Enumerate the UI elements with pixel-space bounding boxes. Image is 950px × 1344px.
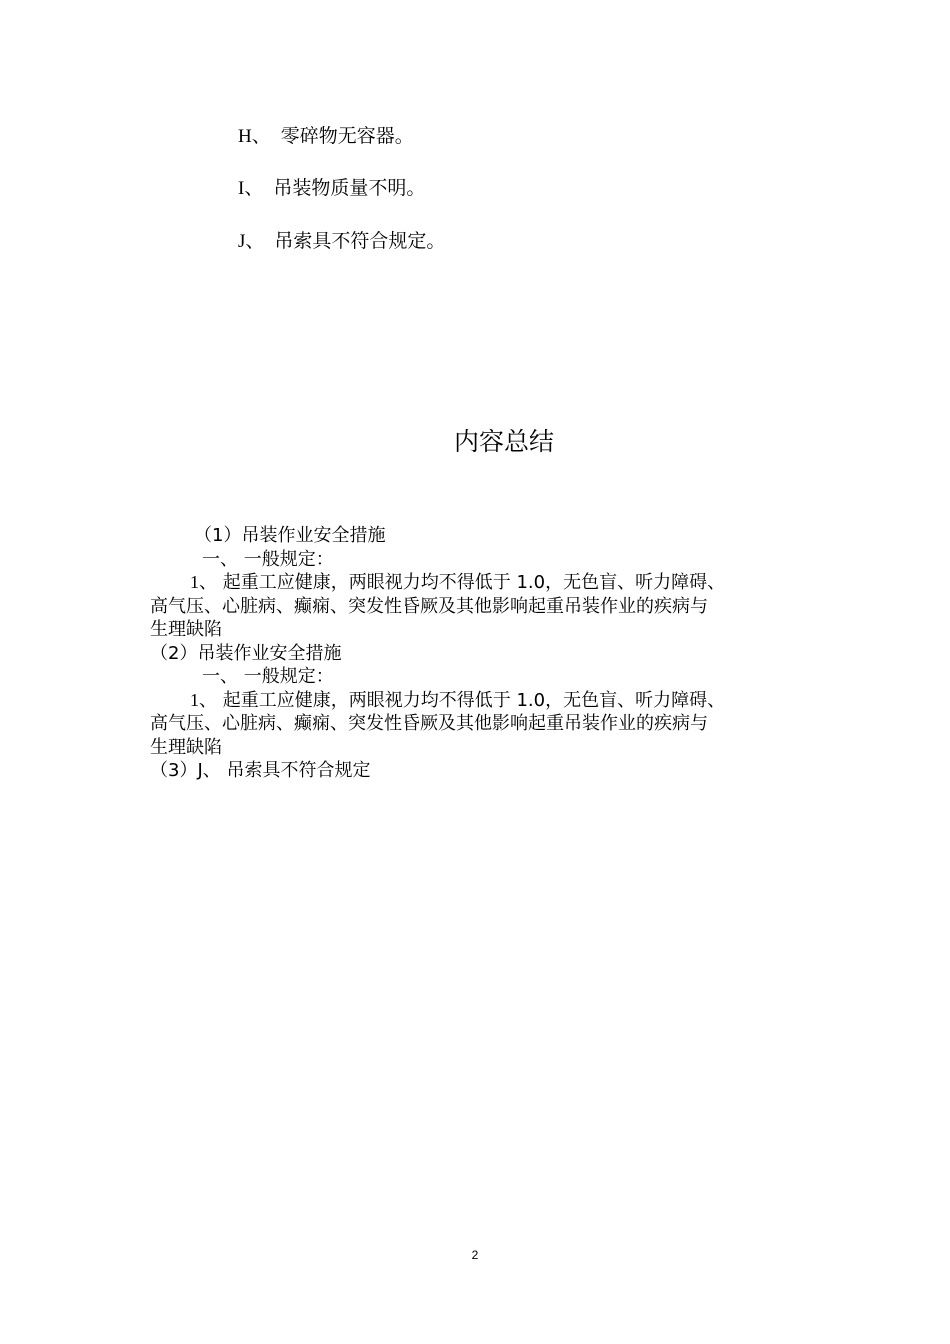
page-number: 2 <box>471 1248 479 1262</box>
list-item-i <box>238 176 425 201</box>
summary-item-3-label: （3）J、 吊索具不符合规定 <box>150 760 371 781</box>
rule-number: 1、 <box>190 572 217 592</box>
list-item-text: 吊装物质量不明。 <box>273 177 426 199</box>
summary-item-1-rule-end: 生理缺陷 <box>150 619 222 640</box>
summary-item-1-label: （1）吊装作业安全措施 <box>194 525 386 546</box>
summary-item-2-subheading: 一、 一般规定： <box>202 666 334 687</box>
summary-item-1-rule-cont: 高气压、心脏病、癫痫、突发性昏厥及其他影响起重吊装作业的疾病与 <box>150 595 708 617</box>
summary-item-2-rule-end: 生理缺陷 <box>150 736 222 758</box>
rule-number: 1、 <box>190 689 217 710</box>
summary-item-1-rule <box>150 571 810 595</box>
rule-text: 起重工应健康，两眼视力均不得低于 1.0，无色盲、听力障碍、 <box>222 689 726 711</box>
list-marker: J、 <box>238 231 265 252</box>
list-marker: I、 <box>238 178 264 199</box>
list-item-text: 零碎物无容器。 <box>280 125 414 147</box>
summary-item-1-subheading: 一、 一般规定： <box>202 548 334 570</box>
section-title: 内容总结 <box>453 427 554 456</box>
list-marker: H、 <box>238 126 271 147</box>
summary-block <box>150 524 810 783</box>
summary-item-2-rule <box>150 689 810 713</box>
list-item-h <box>238 124 414 149</box>
list-item-j <box>238 229 445 254</box>
rule-text: 起重工应健康，两眼视力均不得低于 1.0，无色盲、听力障碍、 <box>222 572 726 593</box>
summary-item-2-label: （2）吊装作业安全措施 <box>150 642 342 664</box>
list-item-text: 吊索具不符合规定。 <box>274 230 446 252</box>
summary-item-2-rule-cont: 高气压、心脏病、癫痫、突发性昏厥及其他影响起重吊装作业的疾病与 <box>150 713 708 734</box>
